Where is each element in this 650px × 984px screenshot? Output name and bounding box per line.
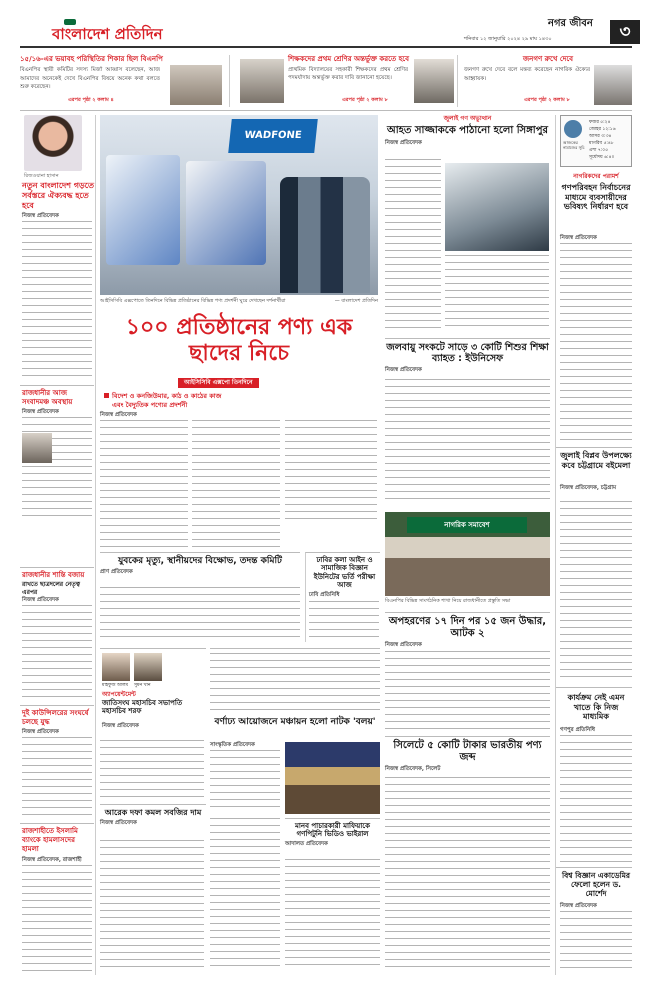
gathering-caption: বিএনপির বিভিন্ন সাংগঠনিক শাখা নিয়ে রাজধানীতে প্রস্তুতি সভা [385,598,511,604]
teaser-1-more[interactable]: এরপর পৃষ্ঠা ২ কলাম ৪ [68,97,114,103]
right-top-headline: আহত সাজ্জাককে পাঠানো হলো সিঙ্গাপুর [387,125,548,137]
newspaper-logo[interactable]: বাংলাদেশ প্রতিদিন [52,25,163,43]
fair-banner-text: WADFONE [243,130,303,141]
left-story-5-byline: নিজস্ব প্রতিবেদক, রাজশাহী [22,857,82,863]
teaser-3-text: জনগণ রুখে দেবে বলে মন্তব্য করেছেন নাগরিক ঐক্যের আহ্বায়ক। [464,67,590,82]
fair-visitors [280,177,370,293]
veg-price-byline: নিজস্ব প্রতিবেদক [100,819,137,826]
appointment-kicker: অ্যাপয়েন্টমেন্ট [102,691,136,698]
youth-death-headline: যুবকের মৃত্যু, স্থানীয়দের বিক্ষোভ, তদন্ত কমিটি [118,556,282,566]
portrait-caption: রিজওয়ানা হাসান [24,173,59,179]
unicef-byline: নিজস্ব প্রতিবেদক [385,366,422,373]
teaser-1-photo [170,65,222,105]
prayer-row-3: আসর ৩:৩৪ [589,134,612,139]
teaser-2-title: শিক্ষকদের প্রথম শ্রেণির অন্তর্ভুক্ত করতে হবে [288,55,410,63]
right-top-photo [445,163,549,251]
left-story-1-title[interactable]: নতুন বাংলাদেশ গড়তে সর্বস্তরে ঐক্যবদ্ধ হতে হবে [22,181,94,210]
dhabi-story[interactable] [305,552,380,642]
far-right-byline: নিজস্ব প্রতিবেদক [560,235,597,241]
left-story-1-byline: নিজস্ব প্রতিবেদক [22,213,59,219]
prayer-row-4: মাগরিব ৫:৪৮ [589,141,614,146]
masthead [20,14,632,48]
issue-date: শনিবার ১২ জানুয়ারি ২০২৪ ২৯ মাঘ ১৪৩০ [464,36,552,42]
no-program-headline[interactable]: কার্যক্রম নেই এমন খাতে কি নিজ মাধ্যমিক [567,693,625,722]
prayer-label: আজকের নামাজের সূচি [563,140,585,151]
abduction-text [385,651,550,731]
left-story-5-title[interactable]: রাজশাহীতে ইসলামি ব্যাংকে হামলাসদের হামলা [22,827,78,853]
no-program-text [560,735,632,865]
dhabi-headline: ঢাবির কলা আইন ও সামাজিক বিজ্ঞান ইউনিটের ভর্তি পরীক্ষা আজ [313,556,376,590]
section-name: নগর জীবন [548,18,593,29]
far-right-kicker: নাগরিকদের পরামর্শ [573,173,619,180]
left-story-4-byline: নিজস্ব প্রতিবেদক [22,729,59,735]
teaser-2[interactable] [238,55,458,107]
fair-photo [100,115,378,295]
left-story-3-title[interactable]: রাজধানীর শান্তি বজায় [22,571,85,579]
right-top-text [385,159,441,329]
gathering-photo [385,512,550,596]
dhabi-text [309,601,379,641]
teaser-2-photo-b [414,59,454,103]
teaser-2-text: প্রাথমিক বিদ্যালয়ের সহকারী শিক্ষকদের প্রথম শ্রেণির পদমর্যাদায় অন্তর্ভুক্ত করার দাবি জানানো হয়েছে। [288,67,408,82]
fair-caption-credit: — বাংলাদেশ প্রতিদিন [334,298,378,304]
left-story-2-title[interactable]: রাজধানীর আজ সংবাদমঞ্চ অবস্থায় [22,389,73,406]
teaser-1[interactable] [20,55,230,107]
sylhet-text [385,777,550,967]
drama-headline: বর্ণাঢ্য আয়োজনে মঞ্চায়ন হলো নাটক 'বলয়' [214,717,376,727]
fair-display-mid [186,161,266,265]
teaser-2-photo [240,59,284,103]
right-top-kicker: জুলাই গণ অভ্যুত্থান [443,115,492,122]
chief-text [560,911,632,973]
chief-byline: নিজস্ব প্রতিবেদক [560,903,597,909]
left-story-4-title[interactable]: দুই কাউন্সিলরের সংঘর্ষে চলছে যুদ্ধ [22,709,89,726]
unicef-text [385,379,550,505]
left-story-5-text [22,865,92,973]
fair-banner [228,119,318,153]
prayer-row-5: এশা ৭:০৫ [589,148,609,153]
fair-caption-text: আইসিসিবি এক্সপোতে তিনদিনে বিভিন্ন প্রতিষ্ঠানের বিভিন্ন পণ্য প্রদর্শনী ঘুরে দেখছেন দর্শনার্থীরা [100,298,286,304]
abduction-headline: অপহরণের ১৭ দিন পর ১৫ জন উদ্ধার, আটক ২ [388,616,547,639]
fair-text-col-3 [285,420,377,520]
drama-photo [285,742,380,814]
fair-bullet-2: এবং বৈদ্যুতিক পণ্যের প্রদর্শনী [112,400,188,409]
drama-intro-text [210,653,380,715]
teaser-3-title: জনগণ রুখে দেবে [522,55,574,63]
chief-headline[interactable]: বিশ্ব বিজ্ঞান একাডেমির ফেলো হলেন ড. মোর্শেদ [561,871,631,898]
teaser-3-photo [594,65,632,105]
bullet-square-icon [104,393,109,398]
left-story-2-photo [22,433,52,463]
appointment-name-2: সুমন খান [134,683,151,688]
veg-price-headline: আরেক দফা কমল সবজির দাম [104,808,202,817]
prayer-box [560,115,632,167]
left-story-3-text [22,605,92,701]
prayer-row-1: ফজর ৫:২৪ [589,120,611,125]
left-story-2-byline: নিজস্ব প্রতিবেদক [22,409,59,415]
drama-byline: সাংস্কৃতিক প্রতিবেদক [210,742,255,748]
fair-text-col-1 [100,420,188,550]
prayer-row-2: জোহর ১২:১৬ [589,127,616,132]
right-top-byline: নিজস্ব প্রতিবেদক [385,140,422,147]
juli-headline[interactable]: জুলাই বিপ্লব উপলক্ষ্যে কবে চট্টগ্রামে বইমেলা [560,451,632,470]
far-right-column [555,115,632,975]
prayer-icon [564,120,582,138]
unicef-headline: জলবায়ু সংকটে সাড়ে ৩ কোটি শিশুর শিক্ষা ব্যাহত : ইউনিসেফ [386,342,549,365]
fair-byline: নিজস্ব প্রতিবেদক [100,412,137,418]
juli-text [560,501,632,681]
dhabi-byline: ঢাবি প্রতিনিধি [309,591,340,598]
drama-story[interactable] [210,648,380,738]
appointment-name-1: মাহফুজ আলম [102,683,129,688]
youth-death-text [100,587,300,641]
left-story-1-text [22,221,92,381]
trafficking-text [285,859,380,967]
youth-death-byline: প্রাণ প্রতিবেদক [100,568,133,575]
youth-death-story[interactable] [100,552,300,642]
teaser-1-title: ১৫/১৬-এর ভয়াবহ পরিস্থিতির শিকার ছিল বিএনপি [20,55,163,63]
left-story-3-byline: নিজস্ব প্রতিবেদক [22,597,59,603]
fair-headline[interactable]: ১০০ প্রতিষ্ঠানের পণ্য এক ছাদের নিচে [125,314,353,366]
teaser-3-more[interactable]: এরপর পৃষ্ঠা ২ কলাম ৮ [524,97,570,103]
fair-photo-caption [100,298,378,305]
sylhet-byline: নিজস্ব প্রতিবেদক, সিলেট [385,766,441,772]
fair-kicker: আইসিসিবি এক্সপো তিনদিনে [178,378,259,388]
trafficking-story[interactable] [285,818,380,968]
fair-text-col-2 [192,420,280,550]
drama-text [210,750,280,810]
prayer-row-6: সূর্যোদয় ৬:৪০ [589,155,615,160]
left-story-3-sub: রাখতে ছাত্রদলের নেতৃত্ব এরপর [22,581,80,597]
drama-text-2 [210,818,280,968]
page-number: ৩ [610,20,640,44]
teaser-3[interactable] [464,55,632,107]
appointment-photo-1 [102,653,130,681]
fair-bullet-1: বিদেশ ও কনজিউমার, কাঠ ও কাঠের কাজ [104,392,376,401]
fair-bullets [104,392,376,410]
left-column [20,115,96,975]
juli-byline: নিজস্ব প্রতিবেদক, চট্টগ্রাম [560,485,617,491]
sylhet-headline: সিলেটে ৫ কোটি টাকার ভারতীয় পণ্য জব্দ [393,740,542,763]
abduction-byline: নিজস্ব প্রতিবেদক [385,642,422,648]
appointment-photo-2 [134,653,162,681]
no-program-byline: গণপুর প্রতিনিধি [560,727,595,733]
teaser-2-more[interactable]: এরপর পৃষ্ঠা ২ কলাম ৮ [342,97,388,103]
portrait-photo [24,115,82,171]
appointment-text [100,740,204,800]
sylhet-story[interactable] [385,736,550,968]
veg-price-text [100,840,204,970]
fair-display-left [106,155,180,265]
trafficking-headline: মানব পাচারকারী মাফিয়াকে গণপিটুনি ভিডিও ভাইরাল [295,822,370,839]
teaser-1-text: বিএনপির স্থায়ী কমিটির সদস্য মির্জা আব্বাস বলেছেন, আজ আমাদের অনেকেই দেখে বিএনপির বিষয়ে অনেক কথা বলতে শুরু করেছেন। [20,67,160,90]
appointment-byline: নিজস্ব প্রতিবেদক [102,723,139,729]
left-story-4-text [22,737,92,819]
unicef-story[interactable] [385,338,550,508]
abduction-story[interactable] [385,612,550,732]
appointment-headline: জাতিসংঘ মহাসচিব সভাপতি মহাসচিব শরফ [102,699,183,716]
far-right-headline[interactable]: গণপরিবহন নির্বাচনের মাধ্যমে ব্যবসায়ীদের ভবিষ্যৎ নির্ধারণ হবে [561,183,631,212]
appointment-story[interactable] [100,648,206,738]
right-top-text-2 [445,255,549,331]
far-right-text [560,243,632,443]
right-top-story[interactable] [385,115,550,335]
gathering-banner: নাগরিক সমাবেশ [407,517,527,533]
trafficking-byline: আদালত প্রতিবেদক [285,840,328,847]
